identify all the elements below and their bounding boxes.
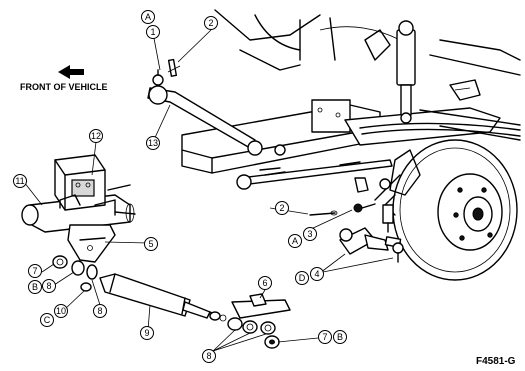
svg-text:7: 7	[32, 266, 38, 276]
wheel-hub	[375, 140, 517, 280]
figure-id: F4581-G	[476, 356, 516, 367]
callout-2-lower	[276, 202, 289, 215]
callout-a-top	[142, 11, 155, 24]
svg-text:12: 12	[90, 131, 102, 141]
callout-7-right	[319, 331, 332, 344]
svg-text:4: 4	[314, 269, 320, 279]
callout-9	[141, 327, 154, 340]
tie-rod-end	[340, 228, 403, 262]
tie-rod	[237, 160, 392, 189]
callout-8-right	[203, 350, 216, 363]
callout-b-left	[29, 281, 42, 294]
svg-text:8: 8	[206, 351, 212, 361]
callout-8-left	[43, 280, 56, 293]
svg-text:8: 8	[97, 306, 103, 316]
right-bushings	[228, 294, 290, 348]
svg-text:10: 10	[55, 306, 67, 316]
callout-3	[304, 228, 317, 241]
callout-d	[296, 272, 309, 285]
svg-text:C: C	[43, 315, 51, 325]
callout-11	[14, 175, 27, 188]
svg-text:3: 3	[307, 229, 313, 239]
callout-12	[90, 130, 103, 143]
svg-text:5: 5	[148, 239, 154, 249]
callout-6	[259, 277, 272, 290]
callout-5	[145, 238, 158, 251]
callout-10	[55, 305, 68, 318]
front-of-vehicle-label: FRONT OF VEHICLE	[20, 82, 108, 92]
svg-text:6: 6	[262, 278, 268, 288]
callout-4	[311, 268, 324, 281]
svg-text:8: 8	[46, 281, 52, 291]
svg-text:1: 1	[150, 27, 156, 37]
svg-text:A: A	[291, 236, 299, 246]
front-arrow-icon	[58, 65, 84, 79]
callout-13	[147, 137, 160, 150]
callout-1	[147, 26, 160, 39]
callout-2-top	[205, 17, 218, 30]
svg-text:2: 2	[279, 203, 285, 213]
svg-text:2: 2	[208, 18, 214, 28]
svg-text:13: 13	[147, 138, 159, 148]
callout-a-lower	[289, 235, 302, 248]
callout-c	[41, 314, 54, 327]
svg-text:A: A	[144, 12, 152, 22]
callout-b-right	[334, 331, 347, 344]
callout-8-mid	[94, 305, 107, 318]
svg-text:9: 9	[144, 328, 150, 338]
steering-damper	[100, 274, 226, 321]
svg-text:D: D	[298, 273, 306, 283]
svg-text:11: 11	[15, 176, 25, 186]
callout-7-left	[29, 265, 42, 278]
svg-text:7: 7	[322, 332, 328, 342]
svg-text:B: B	[336, 332, 344, 342]
svg-text:B: B	[31, 282, 39, 292]
mount-bracket	[22, 155, 135, 262]
